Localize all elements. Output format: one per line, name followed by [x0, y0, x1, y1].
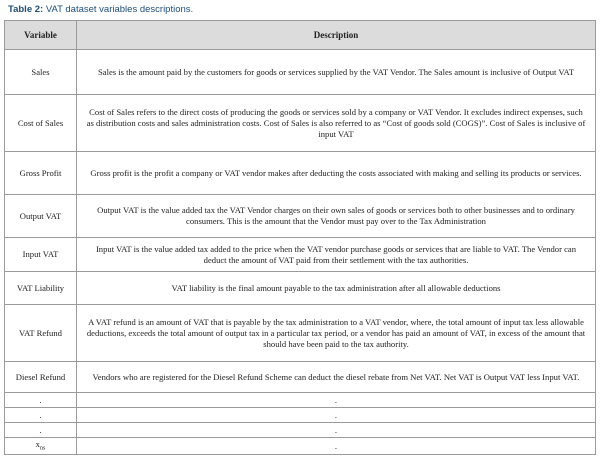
ellipsis-variable: .: [5, 393, 77, 408]
vat-variables-table: [4, 20, 596, 455]
ellipsis-description: .: [77, 393, 596, 408]
header-variable: Variable: [5, 21, 77, 50]
table-row: [5, 195, 596, 238]
table-caption: [8, 4, 193, 15]
variable-cell: Sales: [5, 50, 77, 95]
variable-cell: Output VAT: [5, 195, 77, 238]
variable-cell: VAT Refund: [5, 305, 77, 362]
variable-cell: Diesel Refund: [5, 362, 77, 393]
description-cell: Sales is the amount paid by the customers for goods or services supplied by the VAT Vendor. The Sales amount is inclusive of Output VAT: [77, 50, 596, 95]
last-row: [5, 438, 596, 455]
ellipsis-row: [5, 393, 596, 408]
header-row: [5, 21, 596, 50]
header-description: Description: [77, 21, 596, 50]
ellipsis-variable: .: [5, 423, 77, 438]
last-variable: [5, 438, 77, 455]
description-cell: Gross profit is the profit a company or VAT vendor makes after deducting the costs associated with making and selling its products or services.: [77, 152, 596, 195]
table-row: [5, 50, 596, 95]
description-cell: VAT liability is the final amount payable to the tax administration after all allowable deductions: [77, 272, 596, 305]
ellipsis-row: [5, 423, 596, 438]
table-row: [5, 272, 596, 305]
table-row: [5, 95, 596, 152]
description-cell: Cost of Sales refers to the direct costs of producing the goods or services sold by a company or VAT Vendor. It excludes indirect expenses, such as distribution costs and sales administration costs. Cost of Sales is also referred to as “Cost of goods sold (COGS)”. Cost of Sales is inclusive of input VAT: [77, 95, 596, 152]
table-row: [5, 238, 596, 272]
caption-label: Table 2:: [8, 4, 44, 15]
table-row: [5, 362, 596, 393]
last-description: .: [77, 438, 596, 455]
last-variable-base: x: [35, 438, 40, 449]
variable-cell: VAT Liability: [5, 272, 77, 305]
ellipsis-row: [5, 408, 596, 423]
description-cell: Input VAT is the value added tax added to the price when the VAT vendor purchase goods or services that are liable to VAT. The Vendor can deduct the amount of VAT paid from their settlement with the tax authorities.: [77, 238, 596, 272]
description-cell: Vendors who are registered for the Diesel Refund Scheme can deduct the diesel rebate from Net VAT. Net VAT is Output VAT less Input VAT.: [77, 362, 596, 393]
caption-text: VAT dataset variables descriptions.: [43, 4, 194, 15]
table-row: [5, 152, 596, 195]
last-variable-sub: ns: [39, 445, 46, 452]
variable-cell: Gross Profit: [5, 152, 77, 195]
variable-cell: Cost of Sales: [5, 95, 77, 152]
ellipsis-variable: .: [5, 408, 77, 423]
table-row: [5, 305, 596, 362]
variable-cell: Input VAT: [5, 238, 77, 272]
ellipsis-description: .: [77, 423, 596, 438]
description-cell: A VAT refund is an amount of VAT that is payable by the tax administration to a VAT vendor, where, the total amount of input tax less allowable deductions, exceeds the total amount of output tax in a particular tax period, or a vendor has paid an amount of VAT, in excess of the amount that should have been paid to the tax authority.: [77, 305, 596, 362]
ellipsis-description: .: [77, 408, 596, 423]
description-cell: Output VAT is the value added tax the VAT Vendor charges on their own sales of goods or services both to other businesses and to ordinary consumers. This is the amount that the Vendor must pay over to the Tax Administration: [77, 195, 596, 238]
